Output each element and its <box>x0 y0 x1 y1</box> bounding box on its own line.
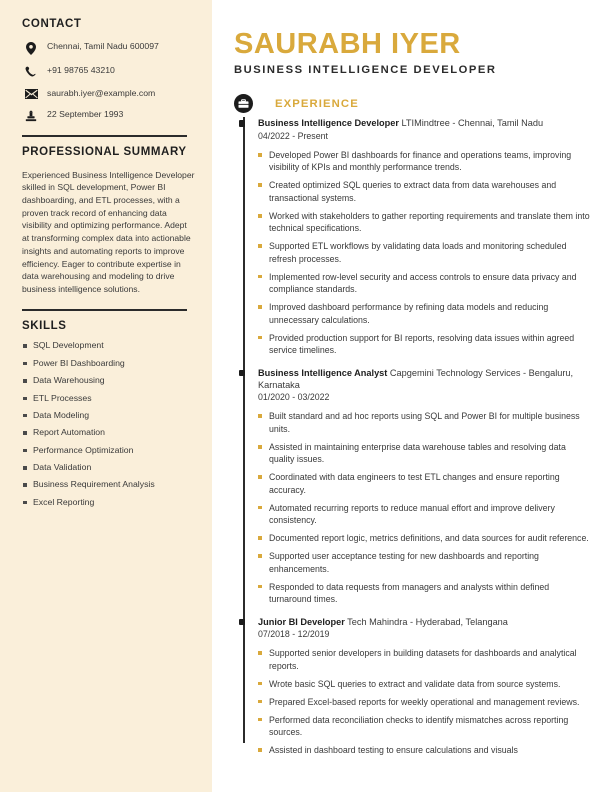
experience-bullet: Worked with stakeholders to gather reporting requirements and translate them into technical specifications. <box>258 210 590 235</box>
experience-section-title: EXPERIENCE <box>275 97 359 110</box>
experience-bullet: Supported user acceptance testing for new dashboards and reporting enhancements. <box>258 550 590 575</box>
experience-bullet-list <box>258 410 590 605</box>
experience-entry-dates: 01/2020 - 03/2022 <box>258 392 330 403</box>
main-content <box>212 0 612 792</box>
skills-section <box>22 309 196 508</box>
experience-timeline <box>234 117 590 756</box>
experience-bullet: Supported senior developers in building datasets for dashboards and analytical reports. <box>258 647 590 672</box>
experience-entry-role: Business Intelligence Analyst <box>258 367 388 378</box>
experience-section-header <box>234 94 590 113</box>
experience-entry-role: Junior BI Developer <box>258 616 345 627</box>
sidebar <box>0 0 212 792</box>
summary-heading: PROFESSIONAL SUMMARY <box>22 146 187 159</box>
experience-entry <box>258 616 590 757</box>
envelope-icon <box>22 88 40 99</box>
experience-bullet: Assisted in maintaining enterprise data warehouse tables and resolving data quality issues. <box>258 441 590 466</box>
summary-divider <box>22 135 187 137</box>
skill-item: Data Warehousing <box>22 375 196 386</box>
experience-entry <box>258 117 590 356</box>
phone-icon <box>22 65 40 78</box>
experience-entry-title <box>258 616 590 628</box>
experience-bullet-list <box>258 647 590 756</box>
contact-item-birthdate <box>22 109 196 122</box>
skills-divider <box>22 309 187 311</box>
experience-bullet: Performed data reconciliation checks to identify mismatches across reporting sources. <box>258 714 590 739</box>
skills-list <box>22 340 196 507</box>
contact-location-text: Chennai, Tamil Nadu 600097 <box>47 40 159 51</box>
contact-section <box>22 18 196 122</box>
location-pin-icon <box>22 41 40 55</box>
contact-heading: CONTACT <box>22 18 82 30</box>
experience-bullet: Implemented row-level security and access controls to ensure data privacy and compliance standards. <box>258 271 590 296</box>
skills-heading: SKILLS <box>22 319 67 332</box>
briefcase-icon <box>234 94 253 113</box>
experience-bullet: Created optimized SQL queries to extract data from data warehouses and transactional systems. <box>258 179 590 204</box>
skill-item: SQL Development <box>22 340 196 351</box>
skill-item: Excel Reporting <box>22 497 196 508</box>
experience-entry-role: Business Intelligence Developer <box>258 118 399 129</box>
summary-section <box>22 135 196 296</box>
contact-item-email <box>22 88 196 99</box>
experience-bullet: Documented report logic, metrics definitions, and data sources for audit reference. <box>258 532 590 544</box>
experience-entry-company: Tech Mahindra - Hyderabad, Telangana <box>344 616 508 627</box>
experience-bullet: Responded to data requests from managers and analysts within defined turnaround times. <box>258 581 590 606</box>
skill-item: Performance Optimization <box>22 445 196 456</box>
experience-bullet: Built standard and ad hoc reports using SQL and Power BI for multiple business units. <box>258 410 590 435</box>
experience-entry-company: LTIMindtree - Chennai, Tamil Nadu <box>398 118 544 129</box>
experience-bullet: Supported ETL workflows by validating data loads and monitoring scheduled refresh processes. <box>258 240 590 265</box>
skill-item: Business Requirement Analysis <box>22 479 196 490</box>
experience-bullet: Provided production support for BI reports, resolving data issues within agreed service timelines. <box>258 332 590 357</box>
page-title: SAURABH IYER <box>234 28 461 60</box>
contact-email-text: saurabh.iyer@example.com <box>47 87 156 98</box>
birthday-stamp-icon <box>22 109 40 122</box>
experience-entry-company: Capgemini Technology Services - Bengaluru, Karnataka <box>258 367 574 390</box>
experience-bullet: Automated recurring reports to reduce manual effort and improve delivery consistency. <box>258 502 590 527</box>
skill-item: Report Automation <box>22 427 196 438</box>
experience-entry-title <box>258 367 590 391</box>
experience-bullet: Wrote basic SQL queries to extract and validate data from source systems. <box>258 678 590 690</box>
skill-item: Data Modeling <box>22 410 196 421</box>
header-job-title: BUSINESS INTELLIGENCE DEVELOPER <box>234 64 497 77</box>
experience-bullet: Assisted in dashboard testing to ensure calculations and visuals <box>258 744 590 756</box>
skill-item: Power BI Dashboarding <box>22 358 196 369</box>
experience-bullet-list <box>258 149 590 357</box>
summary-text: Experienced Business Intelligence Developer skilled in SQL development, Power BI dashboarding, and ETL processes, with a proven track record of enhancing data visibility and optimizing performance. Adept at transforming complex data into actionable insights and automating reports to improve efficiency. Eager to contribute expertise in data warehousing and modeling to drive business intelligence solutions. <box>22 169 195 294</box>
experience-bullet: Prepared Excel-based reports for weekly operational and management reviews. <box>258 696 590 708</box>
experience-bullet: Coordinated with data engineers to test ETL changes and ensure reporting accuracy. <box>258 471 590 496</box>
skill-item: ETL Processes <box>22 393 196 404</box>
experience-entry-dates: 07/2018 - 12/2019 <box>258 628 330 639</box>
experience-entry-title <box>258 117 590 129</box>
contact-item-location <box>22 41 196 55</box>
experience-bullet: Developed Power BI dashboards for finance and operations teams, improving visibility of KPIs and monthly performance trends. <box>258 149 590 174</box>
skill-item: Data Validation <box>22 462 196 473</box>
experience-entry-dates: 04/2022 - Present <box>258 130 328 141</box>
experience-bullet: Improved dashboard performance by refining data models and reducing unnecessary calculations. <box>258 301 590 326</box>
contact-phone-text: +91 98765 43210 <box>47 64 115 75</box>
contact-item-phone <box>22 65 196 78</box>
experience-entry <box>258 367 590 606</box>
contact-birthdate-text: 22 September 1993 <box>47 109 124 120</box>
